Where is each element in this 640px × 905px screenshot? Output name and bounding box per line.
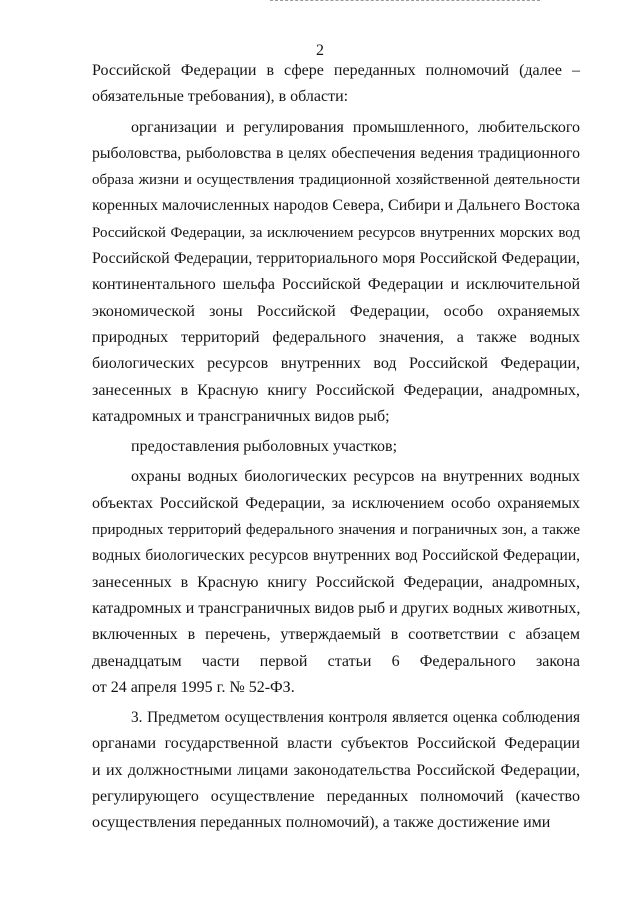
document-body (92, 58, 580, 841)
text-line: катадромных и трансграничных видов рыб; (92, 407, 390, 425)
text-line: включенных в перечень, утверждаемый в соответствии с абзацем (92, 626, 580, 644)
text-line: рыболовства, рыболовства в целях обеспечения ведения традиционного (92, 144, 580, 162)
text-line: образа жизни и осуществления традиционной хозяйственной деятельности (92, 172, 580, 189)
text-line: 3. Предметом осуществления контроля является оценка соблюдения (131, 709, 580, 727)
text-line: двенадцатым части первой статьи 6 Федерального закона (92, 652, 580, 670)
paragraph (92, 58, 580, 111)
text-line: экономической зоны Российской Федерации, особо охраняемых (92, 302, 580, 320)
text-line: занесенных в Красную книгу Российской Федерации, анадромных, (92, 573, 580, 591)
text-line: занесенных в Красную книгу Российской Федерации, анадромных, (92, 381, 580, 399)
text-line: биологических ресурсов внутренних вод Российской Федерации, (92, 355, 580, 373)
text-line: природных территорий федерального значения, а также водных (92, 328, 580, 346)
text-line: обязательные требования), в области: (92, 88, 349, 106)
text-line: и их должностными лицами законодательства Российской Федерации, (92, 761, 580, 779)
paragraph (92, 705, 580, 836)
text-line: охраны водных биологических ресурсов на внутренних водных (131, 468, 580, 486)
text-line: органами государственной власти субъектов Российской Федерации (92, 735, 580, 753)
text-line: от 24 апреля 1995 г. № 52-ФЗ. (92, 678, 295, 696)
text-line: водных биологических ресурсов внутренних вод Российской Федерации, (92, 547, 580, 565)
text-line: Российской Федерации, за исключением ресурсов внутренних морских вод (92, 224, 580, 241)
text-line: объектах Российской Федерации, за исключением особо охраняемых (92, 494, 580, 512)
text-line: Российской Федерации, территориального моря Российской Федерации, (92, 250, 580, 268)
text-line: осуществления переданных полномочий), а также достижение ими (92, 814, 551, 832)
paragraph (92, 434, 580, 460)
paragraph (92, 464, 580, 701)
text-line: континентального шельфа Российской Федерации и исключительной (92, 276, 580, 294)
page-top-edge (270, 0, 540, 1)
text-line: коренных малочисленных народов Севера, Сибири и Дальнего Востока (92, 197, 580, 215)
text-line: Российской Федерации в сфере переданных полномочий (далее – (92, 62, 580, 79)
paragraph (92, 115, 580, 431)
text-line: регулирующего осуществление переданных полномочий (качество (92, 788, 580, 806)
text-line: предоставления рыболовных участков; (131, 438, 398, 456)
text-line: катадромных и трансграничных видов рыб и других водных животных, (92, 599, 581, 617)
page-number: 2 (316, 42, 324, 59)
text-line: природных территорий федерального значения и пограничных зон, а также (92, 522, 580, 539)
text-line: организации и регулирования промышленного, любительского (131, 118, 580, 136)
